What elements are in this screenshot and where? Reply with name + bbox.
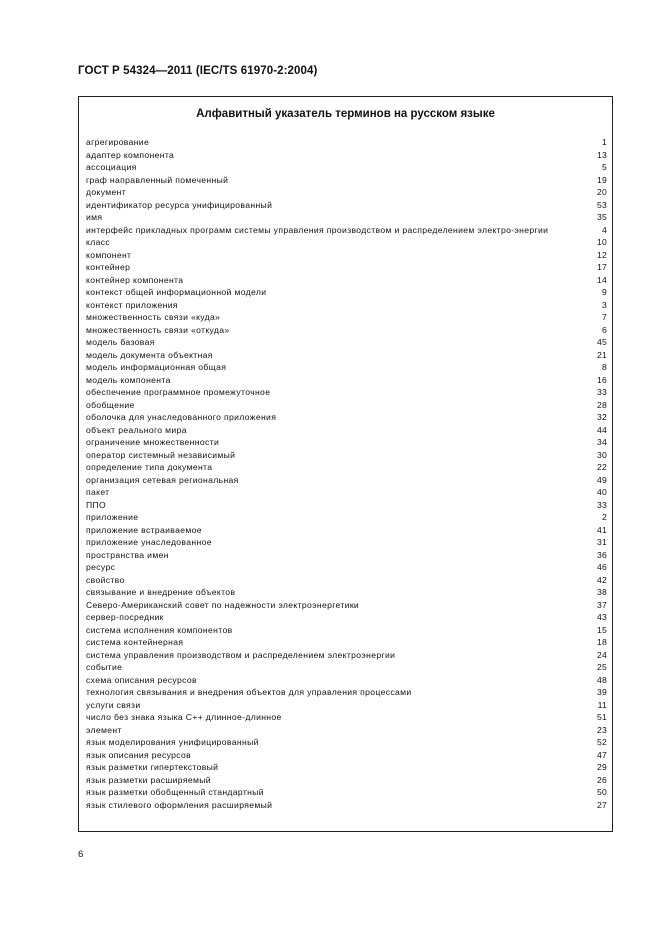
index-entry-page: 10 [597,237,607,247]
index-entry-page: 33 [597,387,607,397]
index-entry-term: система контейнерная [86,637,184,647]
index-entry-term: класс [86,237,110,247]
index-entry [86,324,607,337]
index-entry [86,224,607,237]
index-entry-term: объект реального мира [86,424,187,435]
index-entry-term: Северо-Американский совет по надежности электроэнергетики [86,599,360,610]
index-entry [86,461,607,474]
index-entry-page: 50 [597,787,607,797]
index-entry-term: язык стилевого оформления расширяемый [86,799,273,810]
index-entry-term: обобщение [86,399,135,410]
index-entry-page: 20 [597,187,607,197]
index-entry-page: 6 [602,324,607,335]
index-entry [86,336,607,349]
index-entry [86,761,607,774]
index-entry-page: 21 [597,349,607,360]
index-entry [86,686,607,699]
index-entry [86,149,607,162]
index-entry-page: 40 [597,487,607,497]
index-entry [86,649,607,662]
index-entry-page: 51 [597,712,607,722]
index-entry [86,674,607,687]
index-entry-term: ассоциация [86,162,137,172]
index-entry-term: контейнер [86,262,131,272]
index-entry-term: ППО [86,499,107,510]
index-entry-page: 23 [597,724,607,735]
index-entry [86,599,607,612]
index-entry-page: 52 [597,737,607,747]
index-title: Алфавитный указатель терминов на русском языке [196,108,495,120]
index-entry-page: 28 [597,399,607,410]
index-entry [86,436,607,449]
index-entry [86,286,607,299]
index-entry-term: ограничение множественности [86,437,220,447]
index-entry-term: имя [86,212,103,222]
index-entry-page: 41 [597,524,607,535]
index-entry [86,736,607,749]
index-entry [86,424,607,437]
index-entry [86,549,607,562]
index-entries-list [86,136,607,811]
page-number: 6 [78,849,84,860]
index-entry-term: свойство [86,574,125,585]
index-entry [86,349,607,362]
index-entry [86,199,607,212]
index-entry [86,274,607,287]
index-entry-page: 45 [597,337,607,347]
index-entry-page: 13 [597,149,607,160]
index-entry [86,699,607,712]
index-entry-page: 15 [597,624,607,635]
index-entry-term: приложение встраиваемое [86,524,202,535]
index-entry [86,711,607,724]
index-entry [86,386,607,399]
index-frame [78,96,613,832]
index-entry-page: 24 [597,649,607,660]
index-entry-term: язык разметки расширяемый [86,774,211,785]
index-entry-page: 46 [597,562,607,572]
index-entry [86,474,607,487]
document-header: ГОСТ Р 54324—2011 (IEC/TS 61970-2:2004) [78,65,318,77]
index-entry-page: 17 [597,262,607,272]
index-entry-term: оператор системный независимый [86,449,236,460]
index-entry-page: 35 [597,212,607,222]
index-entry [86,624,607,637]
index-entry [86,661,607,674]
index-entry-page: 3 [602,299,607,310]
index-entry [86,749,607,762]
index-entry-page: 5 [602,162,607,172]
index-entry-term: модель компонента [86,374,171,385]
index-entry [86,299,607,312]
index-entry-page: 36 [597,549,607,560]
index-entry-page: 8 [602,362,607,372]
index-entry-page: 49 [597,474,607,485]
index-entry [86,511,607,524]
index-entry [86,499,607,512]
index-entry [86,211,607,224]
index-entry-term: контейнер компонента [86,274,184,285]
index-entry-term: сервер-посредник [86,612,164,622]
index-entry-page: 7 [602,312,607,322]
index-entry-page: 48 [597,674,607,685]
index-entry-term: число без знака языка С++ длинное-длинное [86,712,282,722]
index-entry-term: адаптер компонента [86,149,175,160]
index-entry-term: множественность связи «куда» [86,312,221,322]
index-entry [86,249,607,262]
index-entry [86,399,607,412]
index-entry [86,724,607,737]
index-entry [86,311,607,324]
index-entry-page: 53 [597,199,607,210]
index-entry-page: 19 [597,174,607,185]
index-entry-term: агрегирование [86,137,150,147]
index-entry-page: 44 [597,424,607,435]
index-entry-page: 30 [597,449,607,460]
index-entry-term: язык моделирования унифицированный [86,737,259,747]
index-entry-page: 43 [597,612,607,622]
index-entry-term: приложение унаследованное [86,537,212,547]
index-entry [86,186,607,199]
index-entry [86,536,607,549]
index-entry-page: 33 [597,499,607,510]
index-entry-page: 27 [597,799,607,810]
index-entry-term: обеспечение программное промежуточное [86,387,271,397]
index-entry [86,236,607,249]
index-entry-page: 39 [597,687,607,697]
index-entry-term: интерфейс прикладных программ системы управления производством и распределением электро-энергии [86,224,549,235]
index-entry-page: 26 [597,774,607,785]
index-entry-page: 12 [597,249,607,260]
index-entry-term: ресурс [86,562,116,572]
index-entry-term: язык разметки гипертекстовый [86,762,219,772]
index-entry [86,486,607,499]
index-entry-page: 31 [597,537,607,547]
index-entry [86,136,607,149]
index-entry-page: 47 [597,749,607,760]
index-entry-term: модель базовая [86,337,155,347]
index-entry-term: приложение [86,512,139,522]
index-entry-page: 18 [597,637,607,647]
index-entry-term: пакет [86,487,110,497]
index-entry-term: документ [86,187,127,197]
index-entry-page: 11 [597,699,607,710]
index-entry-page: 34 [597,437,607,447]
index-entry [86,161,607,174]
index-entry-term: граф направленный помеченный [86,174,229,185]
index-entry [86,261,607,274]
index-entry-term: контекст приложения [86,299,178,310]
index-entry [86,361,607,374]
index-entry-term: событие [86,662,123,672]
index-entry-page: 4 [602,224,607,235]
index-entry [86,449,607,462]
index-entry-page: 29 [597,762,607,772]
index-entry-page: 42 [597,574,607,585]
index-entry [86,774,607,787]
index-entry-term: технология связывания и внедрения объектов для управления процессами [86,687,412,697]
index-entry [86,174,607,187]
index-entry-term: компонент [86,249,132,260]
index-entry-page: 9 [602,287,607,297]
index-entry-page: 22 [597,462,607,472]
index-entry-page: 14 [597,274,607,285]
index-entry [86,524,607,537]
index-entry [86,636,607,649]
index-entry-term: система исполнения компонентов [86,624,233,635]
index-entry-term: язык разметки обобщенный стандартный [86,787,264,797]
index-entry [86,611,607,624]
index-entry-term: язык описания ресурсов [86,749,192,760]
index-entry-page: 37 [597,599,607,610]
index-entry-term: модель документа объектная [86,349,213,360]
index-entry-term: схема описания ресурсов [86,674,197,685]
index-entry-page: 1 [602,137,607,147]
index-entry [86,411,607,424]
index-entry-term: услуги связи [86,699,141,710]
index-entry-page: 38 [597,587,607,597]
index-entry-term: элемент [86,724,122,735]
index-entry-term: связывание и внедрение объектов [86,587,236,597]
index-entry-page: 25 [597,662,607,672]
index-entry [86,586,607,599]
index-entry [86,374,607,387]
index-entry-term: система управления производством и распределением электроэнергии [86,649,396,660]
index-entry [86,574,607,587]
index-entry-page: 16 [597,374,607,385]
index-entry [86,799,607,812]
index-entry-term: контекст общей информационной модели [86,287,267,297]
index-entry-term: множественность связи «откуда» [86,324,230,335]
index-entry [86,786,607,799]
index-entry-term: организация сетевая региональная [86,474,239,485]
index-entry-page: 32 [597,412,607,422]
index-entry-page: 2 [602,512,607,522]
index-entry-term: определение типа документа [86,462,213,472]
index-entry-term: идентификатор ресурса унифицированный [86,199,273,210]
index-entry-term: пространства имен [86,549,169,560]
index-entry-term: модель информационная общая [86,362,227,372]
index-entry [86,561,607,574]
index-entry-term: оболочка для унаследованного приложения [86,412,277,422]
